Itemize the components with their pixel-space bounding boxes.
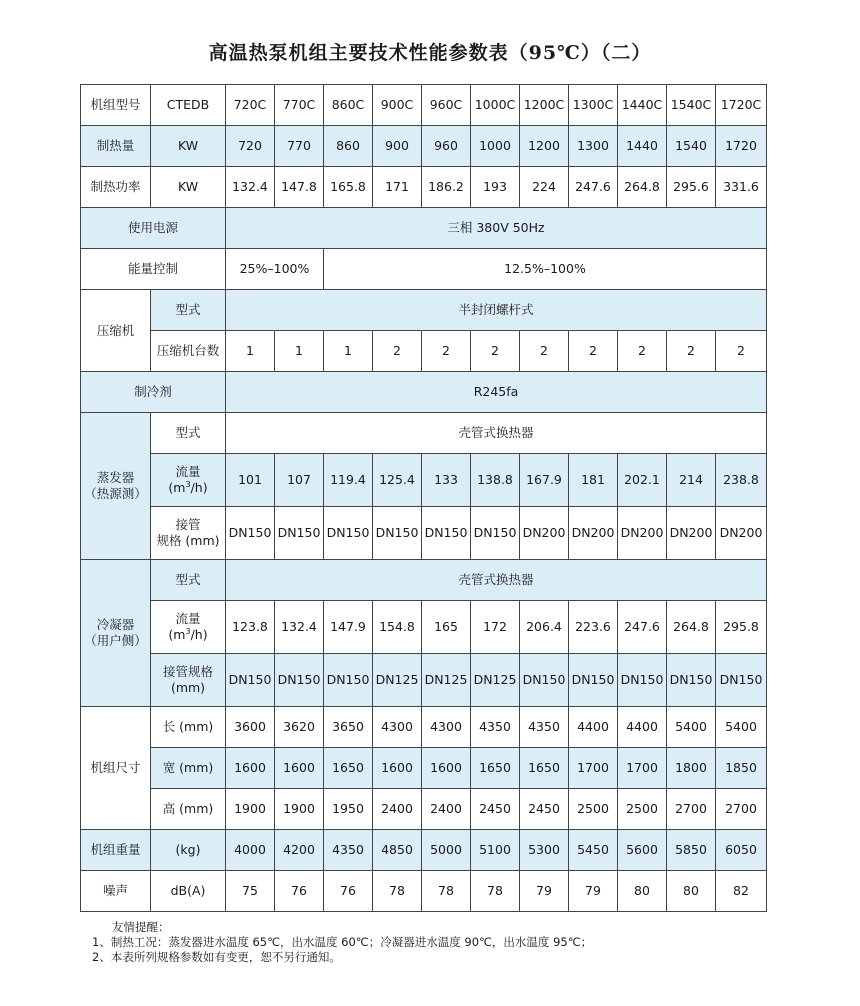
height-cell: 2500 [569,789,618,830]
condenser-pipe-cell: DN150 [569,654,618,707]
length-cell: 3620 [275,707,324,748]
height-cell: 2700 [667,789,716,830]
condenser-pipe-cell: DN150 [226,654,275,707]
model-cell: 770C [275,85,324,126]
evaporator-pipe-cell: DN150 [226,507,275,560]
condenser-flow-cell: 172 [471,601,520,654]
condenser-flow-cell: 147.9 [324,601,373,654]
condenser-label [81,560,151,707]
width-cell: 1650 [324,748,373,789]
condenser-pipe-cell: DN150 [520,654,569,707]
width-cell: 1650 [471,748,520,789]
refrigerant-label: 制冷剂 [81,372,226,413]
length-label: 长 (mm) [151,707,226,748]
condenser-flow-unit: $(m^3/h)$ [168,626,208,642]
model-cell: 1720C [716,85,767,126]
heating-power-cell: 193 [471,167,520,208]
noise-cell: 76 [324,871,373,912]
width-cell: 1700 [618,748,667,789]
weight-cell: 5450 [569,830,618,871]
condenser-pipe-label-line1: 接管规格 [162,664,213,679]
width-label: 宽 (mm) [151,748,226,789]
length-row [81,707,767,748]
evaporator-type-value: 壳管式换热器 [226,413,767,454]
evaporator-pipe-cell: DN150 [373,507,422,560]
power-supply-label: 使用电源 [81,208,226,249]
evaporator-flow-cell: 167.9 [520,454,569,507]
heating-capacity-cell: 1200 [520,126,569,167]
evaporator-flow-cell: 138.8 [471,454,520,507]
evaporator-label-line2: （热源测） [84,486,147,501]
power-supply-row [81,208,767,249]
weight-cell: 5600 [618,830,667,871]
weight-cell: 4350 [324,830,373,871]
condenser-pipe-cell: DN150 [667,654,716,707]
evaporator-type-row [81,413,767,454]
refrigerant-value: R245fa [226,372,767,413]
heating-power-cell: 132.4 [226,167,275,208]
condenser-pipe-cell: DN125 [471,654,520,707]
heating-power-cell: 186.2 [422,167,471,208]
noise-cell: 78 [373,871,422,912]
width-cell: 1800 [667,748,716,789]
compressor-type-value: 半封闭螺杆式 [226,290,767,331]
model-cell: 960C [422,85,471,126]
height-cell: 2700 [716,789,767,830]
condenser-pipe-label [151,654,226,707]
model-label: 机组型号 [81,85,151,126]
heating-power-cell: 224 [520,167,569,208]
heating-power-cell: 295.6 [667,167,716,208]
weight-cell: 4000 [226,830,275,871]
dimensions-label: 机组尺寸 [81,707,151,830]
spec-table [80,84,767,912]
evaporator-pipe-cell: DN200 [569,507,618,560]
length-cell: 4300 [373,707,422,748]
evaporator-flow-unit: $(m^3/h)$ [168,479,208,495]
condenser-pipe-cell: DN150 [275,654,324,707]
condenser-flow-cell: 295.8 [716,601,767,654]
condenser-flow-cell: 206.4 [520,601,569,654]
evaporator-pipe-cell: DN150 [275,507,324,560]
condenser-flow-cell: 223.6 [569,601,618,654]
compressor-count-cell: 2 [373,331,422,372]
model-cell: 1200C [520,85,569,126]
width-cell: 1600 [275,748,324,789]
evaporator-type-label: 型式 [151,413,226,454]
heating-capacity-cell: 1720 [716,126,767,167]
heating-capacity-cell: 860 [324,126,373,167]
evaporator-flow-cell: 238.8 [716,454,767,507]
weight-label: 机组重量 [81,830,151,871]
weight-row [81,830,767,871]
height-label: 高 (mm) [151,789,226,830]
noise-cell: 80 [667,871,716,912]
height-cell: 2450 [520,789,569,830]
length-cell: 4350 [471,707,520,748]
weight-cell: 6050 [716,830,767,871]
length-cell: 4400 [569,707,618,748]
evaporator-pipe-cell: DN200 [618,507,667,560]
noise-cell: 78 [422,871,471,912]
condenser-pipe-cell: DN150 [618,654,667,707]
condenser-type-row [81,560,767,601]
energy-control-value-a: 25%–100% [226,249,324,290]
evaporator-pipe-cell: DN200 [520,507,569,560]
height-cell: 2450 [471,789,520,830]
evaporator-flow-label [151,454,226,507]
compressor-count-cell: 2 [471,331,520,372]
noise-cell: 82 [716,871,767,912]
compressor-count-cell: 2 [422,331,471,372]
compressor-count-cell: 2 [667,331,716,372]
noise-cell: 79 [569,871,618,912]
condenser-pipe-label-line2: (mm) [170,680,206,695]
noise-label: 噪声 [81,871,151,912]
weight-cell: 4200 [275,830,324,871]
evaporator-flow-cell: 119.4 [324,454,373,507]
length-cell: 3650 [324,707,373,748]
notes-line-1: 1、制热工况：蒸发器进水温度 65℃，出水温度 60℃；冷凝器进水温度 90℃，出水温度 95℃； [92,935,593,949]
condenser-pipe-cell: DN150 [716,654,767,707]
heating-capacity-row [81,126,767,167]
model-cell: 720C [226,85,275,126]
width-cell: 1600 [226,748,275,789]
heating-power-row [81,167,767,208]
evaporator-flow-cell: 133 [422,454,471,507]
noise-unit: dB(A) [151,871,226,912]
notes-title: 友情提醒： [112,920,170,934]
evaporator-pipe-cell: DN200 [716,507,767,560]
condenser-flow-cell: 165 [422,601,471,654]
model-cell: 1300C [569,85,618,126]
evaporator-pipe-row [81,507,767,560]
compressor-count-row [81,331,767,372]
length-cell: 5400 [667,707,716,748]
model-cell: 900C [373,85,422,126]
weight-cell: 5000 [422,830,471,871]
noise-cell: 76 [275,871,324,912]
model-series: CTEDB [151,85,226,126]
notes [92,920,592,965]
evaporator-flow-cell: 101 [226,454,275,507]
heating-capacity-cell: 900 [373,126,422,167]
noise-cell: 79 [520,871,569,912]
heating-power-cell: 147.8 [275,167,324,208]
evaporator-pipe-label [151,507,226,560]
heating-capacity-cell: 960 [422,126,471,167]
evaporator-flow-label-text: 流量 [175,464,201,479]
heating-power-cell: 171 [373,167,422,208]
compressor-type-label: 型式 [151,290,226,331]
condenser-pipe-cell: DN125 [422,654,471,707]
condenser-flow-cell: 247.6 [618,601,667,654]
height-cell: 1900 [226,789,275,830]
noise-row [81,871,767,912]
condenser-pipe-row [81,654,767,707]
evaporator-flow-row [81,454,767,507]
heating-power-cell: 165.8 [324,167,373,208]
width-cell: 1650 [520,748,569,789]
noise-cell: 80 [618,871,667,912]
width-cell: 1700 [569,748,618,789]
energy-control-row [81,249,767,290]
length-cell: 3600 [226,707,275,748]
compressor-count-cell: 1 [324,331,373,372]
evaporator-label [81,413,151,560]
width-row [81,748,767,789]
length-cell: 5400 [716,707,767,748]
power-supply-value: 三相 380V 50Hz [226,208,767,249]
evaporator-label-line1: 蒸发器 [96,470,135,485]
heating-capacity-label: 制热量 [81,126,151,167]
height-row [81,789,767,830]
heating-capacity-cell: 1000 [471,126,520,167]
evaporator-pipe-label-line2: 规格 (mm) [156,533,220,548]
condenser-flow-cell: 132.4 [275,601,324,654]
refrigerant-row [81,372,767,413]
evaporator-pipe-cell: DN200 [667,507,716,560]
model-cell: 1540C [667,85,716,126]
condenser-flow-label [151,601,226,654]
condenser-flow-cell: 264.8 [667,601,716,654]
width-cell: 1600 [422,748,471,789]
condenser-flow-cell: 123.8 [226,601,275,654]
heating-power-cell: 331.6 [716,167,767,208]
model-cell: 860C [324,85,373,126]
condenser-pipe-cell: DN150 [324,654,373,707]
weight-cell: 5850 [667,830,716,871]
model-cell: 1440C [618,85,667,126]
condenser-label-line1: 冷凝器 [96,617,135,632]
heating-capacity-cell: 770 [275,126,324,167]
condenser-pipe-cell: DN125 [373,654,422,707]
evaporator-flow-cell: 107 [275,454,324,507]
heating-capacity-cell: 1300 [569,126,618,167]
heating-capacity-cell: 720 [226,126,275,167]
noise-cell: 75 [226,871,275,912]
evaporator-flow-cell: 125.4 [373,454,422,507]
length-cell: 4400 [618,707,667,748]
notes-line-2: 2、本表所列规格参数如有变更，恕不另行通知。 [92,950,341,964]
evaporator-pipe-cell: DN150 [324,507,373,560]
height-cell: 2400 [373,789,422,830]
evaporator-pipe-cell: DN150 [422,507,471,560]
condenser-label-line2: （用户侧） [84,633,147,648]
width-cell: 1600 [373,748,422,789]
weight-cell: 5100 [471,830,520,871]
length-cell: 4350 [520,707,569,748]
evaporator-pipe-label-line1: 接管 [175,517,201,532]
heating-power-unit: KW [151,167,226,208]
evaporator-flow-cell: 181 [569,454,618,507]
heating-power-cell: 247.6 [569,167,618,208]
heating-capacity-cell: 1540 [667,126,716,167]
heating-power-cell: 264.8 [618,167,667,208]
compressor-count-label: 压缩机台数 [151,331,226,372]
heating-capacity-cell: 1440 [618,126,667,167]
weight-unit: (kg) [151,830,226,871]
height-cell: 1950 [324,789,373,830]
width-cell: 1850 [716,748,767,789]
compressor-count-cell: 2 [520,331,569,372]
evaporator-flow-cell: 214 [667,454,716,507]
model-row [81,85,767,126]
height-cell: 2400 [422,789,471,830]
condenser-type-label: 型式 [151,560,226,601]
evaporator-flow-cell: 202.1 [618,454,667,507]
heating-capacity-unit: KW [151,126,226,167]
noise-cell: 78 [471,871,520,912]
evaporator-pipe-cell: DN150 [471,507,520,560]
height-cell: 1900 [275,789,324,830]
compressor-count-cell: 2 [569,331,618,372]
model-cell: 1000C [471,85,520,126]
compressor-count-cell: 2 [618,331,667,372]
energy-control-label: 能量控制 [81,249,226,290]
compressor-count-cell: 2 [716,331,767,372]
height-cell: 2500 [618,789,667,830]
length-cell: 4300 [422,707,471,748]
compressor-label: 压缩机 [81,290,151,372]
page-title: 高温热泵机组主要技术性能参数表（95℃）（二） [208,42,652,64]
compressor-count-cell: 1 [275,331,324,372]
weight-cell: 4850 [373,830,422,871]
condenser-flow-label-text: 流量 [175,611,201,626]
condenser-type-value: 壳管式换热器 [226,560,767,601]
compressor-type-row [81,290,767,331]
heating-power-label: 制热功率 [81,167,151,208]
energy-control-value-b: 12.5%–100% [324,249,767,290]
weight-cell: 5300 [520,830,569,871]
condenser-flow-cell: 154.8 [373,601,422,654]
compressor-count-cell: 1 [226,331,275,372]
condenser-flow-row [81,601,767,654]
